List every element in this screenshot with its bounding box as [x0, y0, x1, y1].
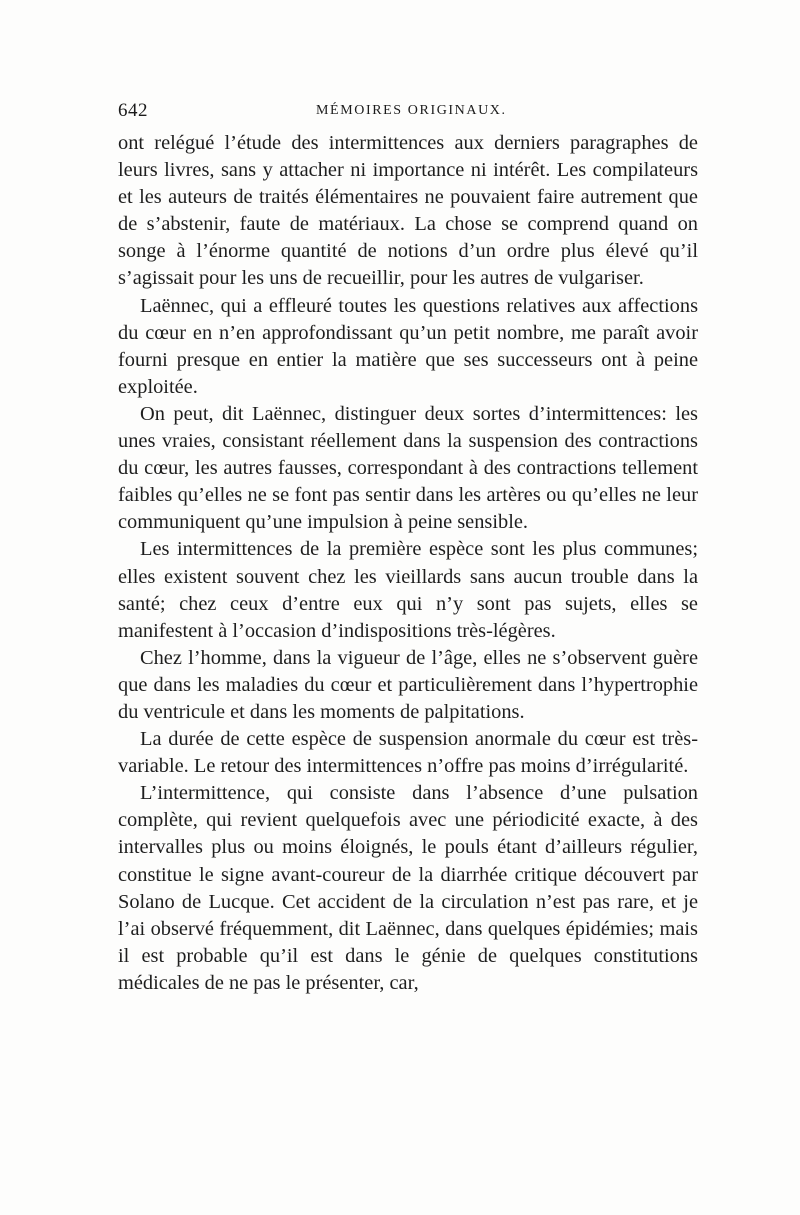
- paragraph-duration: La durée de cette espèce de suspension anormale du cœur est très-variable. Le retour des intermittences n’offre pas moins d’irrégularité.: [118, 728, 698, 778]
- running-head: MÉMOIRES ORIGINAUX.: [316, 103, 507, 118]
- paragraph-laennec-affections: Laënnec, qui a effleuré toutes les questions relatives aux affections du cœur en n’en approfondissant qu’un petit nombre, me paraît avoir fourni presque en entier la matière que ses successeurs ont à peine exploitée.: [118, 294, 698, 398]
- paragraph-two-kinds: On peut, dit Laënnec, distinguer deux sortes d’intermittences: les unes vraies, consistant réellement dans la suspension des contractions du cœur, les autres fausses, correspondant à des contractions tellement faibles qu’elles ne se font pas sentir dans les artères ou qu’elles ne leur communiquent qu’une impulsion à peine sensible.: [118, 402, 698, 534]
- page-header: [118, 100, 698, 128]
- body-text: [118, 130, 698, 997]
- paragraph-continuation: ont relégué l’étude des intermittences aux derniers paragraphes de leurs livres, sans y attacher ni importance ni intérêt. Les compilateurs et les auteurs de traités élémentaires ne pouvaient faire autrement que de s’abstenir, faute de matériaux. La chose se comprend quand on songe à l’énorme quantité de notions d’un ordre plus élevé qu’il s’agissait pour les uns de recueillir, pour les autres de vulgariser.: [118, 132, 698, 290]
- paragraph-first-kind: Les intermittences de la première espèce sont les plus communes; elles existent souvent chez les vieillards sans aucun trouble dans la santé; chez ceux d’entre eux qui n’y sont pas sujets, elles se manifestent à l’occasion d’indispositions très-légères.: [118, 538, 698, 642]
- page-number: 642: [118, 100, 148, 121]
- paragraph-solano: L’intermittence, qui consiste dans l’absence d’une pulsation complète, qui revient quelquefois avec une périodicité exacte, à des intervalles plus ou moins éloignés, le pouls étant d’ailleurs régulier, constitue le signe avant-coureur de la diarrhée critique découvert par Solano de Lucque. Cet accident de la circulation n’est pas rare, et je l’ai observé fréquemment, dit Laënnec, dans quelques épidémies; mais il est probable qu’il est dans le génie de quelques constitutions médicales de ne pas le présenter, car,: [118, 782, 698, 994]
- paragraph-vigour-of-age: Chez l’homme, dans la vigueur de l’âge, elles ne s’observent guère que dans les maladies du cœur et particulièrement dans l’hypertrophie du ventricule et dans les moments de palpitations.: [118, 646, 698, 723]
